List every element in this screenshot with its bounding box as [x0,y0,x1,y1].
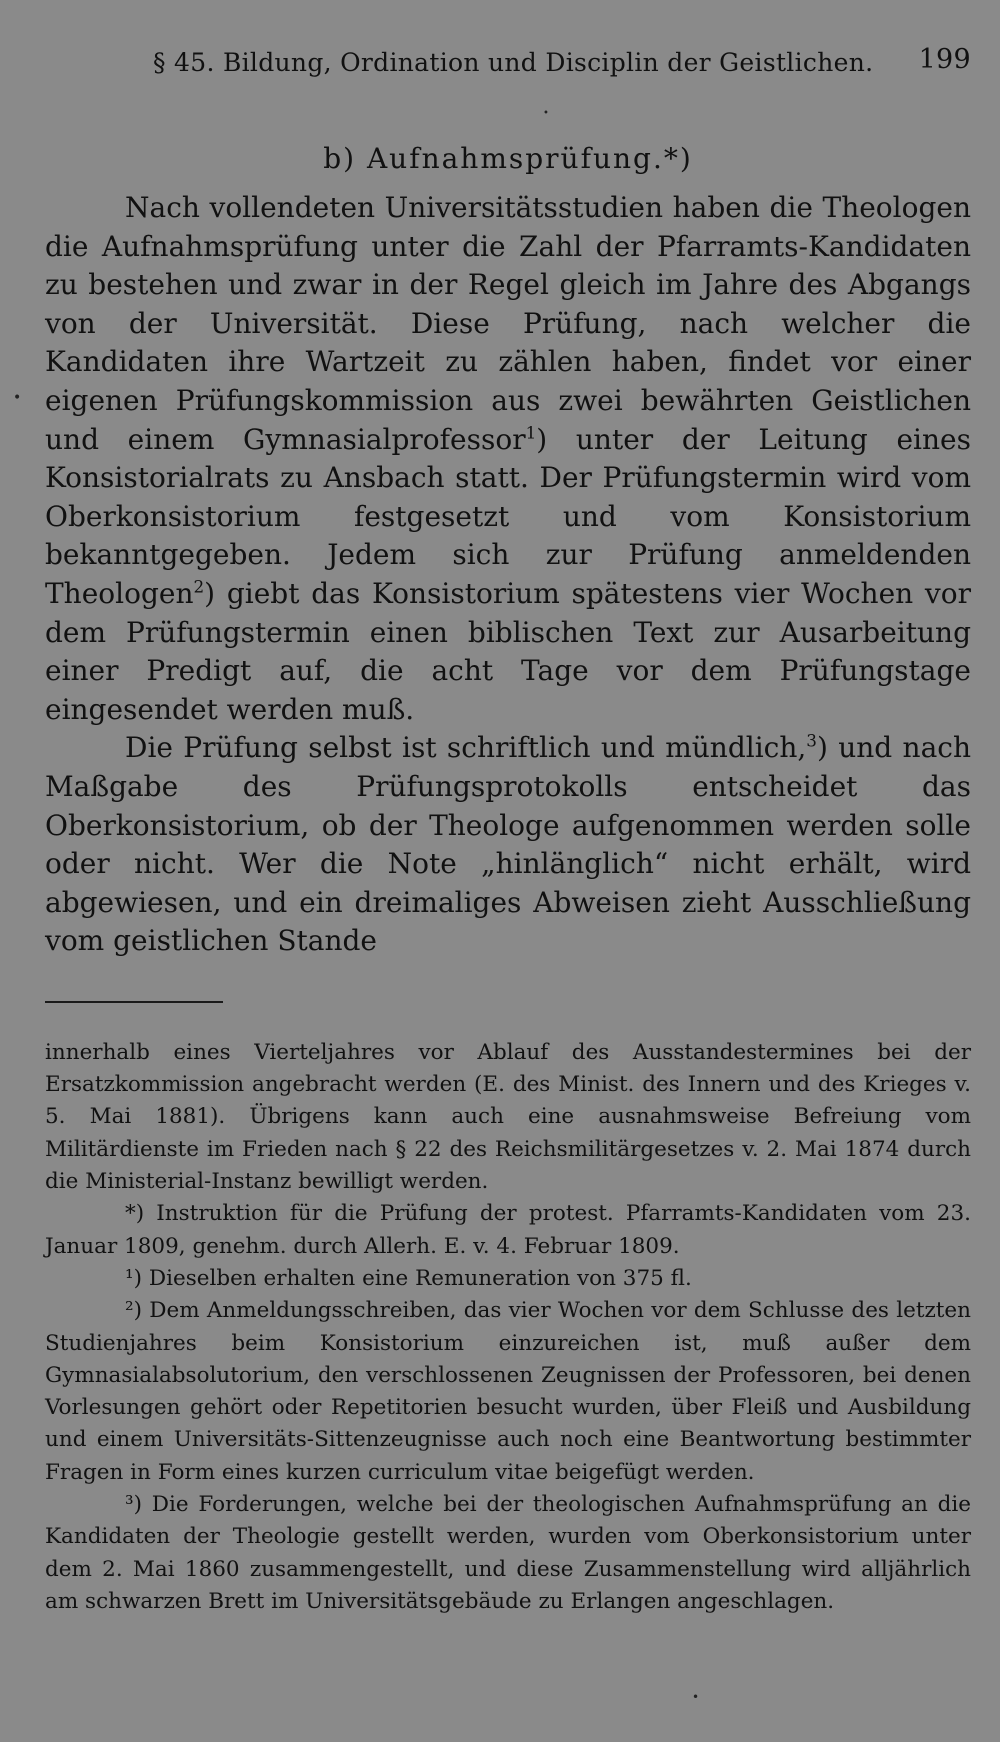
footnote-marker: ³) [125,1492,143,1518]
footnote-continued: innerhalb eines Vierteljahres vor Ablauf des Ausstandestermines bei der Ersatzkommission angebracht werden (E. des Minist. des Innern und des Krieges v. 5. Mai 1881). Übrigens kann auch eine ausnahmsweise Befreiung vom Militärdienste im Frieden nach § 22 des Reichsmilitärgesetzes v. 2. Mai 1874 durch die Ministerial-Instanz bewilligt werden. [45,1039,971,1195]
footnote-1: ¹) Dieselben erhalten eine Remuneration von 375 fl. [125,1265,692,1291]
book-page [45,40,971,1618]
footnote-2: ²) Dem Anmeldungsschreiben, das vier Wochen vor dem Schlusse des letzten Studienjahres beim Konsistorium einzureichen ist, muß außer dem Gymnasialabsolutorium, den verschlossenen Zeugnissen der Professoren, bei denen Vorlesungen gehört oder Repetitorien besucht wurden, über Fleiß und Ausbildung und einem Universitäts-Sittenzeugnisse auch noch eine Beantwortung bestimmter Fragen in Form eines kurzen curriculum vitae beigefügt werden. [45,1298,971,1485]
section-heading: b) Aufnahmsprüfung.*) [323,142,693,175]
body-text [45,189,971,961]
running-head [45,40,971,84]
footnote-marker: ¹) [125,1265,143,1291]
page-number: 199 [918,44,971,75]
footnote-divider [45,1001,223,1003]
footnote-ref-2: 2 [193,576,205,597]
footnote-ref-3: 3 [806,730,817,751]
footnote-marker: ²) [125,1298,143,1324]
stray-dot: • [543,108,549,119]
footnote-ref-1: 1 [525,422,537,443]
footnote-instruction: *) Instruktion für die Prüfung der protest. Pfarramts-Kandidaten vom 23. Januar 1809, genehm. durch Allerh. E. v. 4. Februar 1809. [45,1201,971,1259]
running-title: § 45. Bildung, Ordination und Disciplin der Geistlichen. [153,48,874,77]
paragraph-2: Die Prüfung selbst ist schriftlich und mündlich,$^3$) und nach Maßgabe des Prüfungsprotokolls entscheidet das Oberkonsistorium, ob der Theologe aufgenommen werden solle oder nicht. Wer die Note „hinlänglich“ nicht erhält, wird abgewiesen, und ein dreimaliges Abweisen zieht Ausschließung vom geistlichen Stande [45,730,971,958]
footnote-marker: *) [125,1201,145,1227]
margin-dot: • [13,390,22,406]
footnote-3: ³) Die Forderungen, welche bei der theologischen Aufnahmsprüfung an die Kandidaten der Theologie gestellt werden, wurden vom Oberkonsistorium unter dem 2. Mai 1860 zusammengestellt, und diese Zusammenstellung wird alljährlich am schwarzen Brett im Universitätsgebäude zu Erlangen angeschlagen. [45,1492,971,1614]
stray-dot: • [692,1690,700,1704]
footnotes [45,1037,971,1618]
paragraph-1: Nach vollendeten Universitätsstudien haben die Theologen die Aufnahmsprüfung unter die Zahl der Pfarramts-Kandidaten zu bestehen und zwar in der Regel gleich im Jahre des Abgangs von der Universität. Diese Prüfung, nach welcher die Kandidaten ihre Wartzeit zu zählen haben, findet vor einer eigenen Prüfungskommission aus zwei bewährten Geistlichen und einem Gymnasialprofessor$^1$) unter der Leitung eines Konsistorialrats zu Ansbach statt. Der Prüfungstermin wird vom Oberkonsistorium festgesetzt und vom Konsistorium bekanntgegeben. Jedem sich zur Prüfung anmeldenden Theologen$^2$) giebt das Konsistorium spätestens vier Wochen vor dem Prüfungstermin einen biblischen Text zur Ausarbeitung einer Predigt auf, die acht Tage vor dem Prüfungstage eingesendet werden muß. [45,191,971,726]
